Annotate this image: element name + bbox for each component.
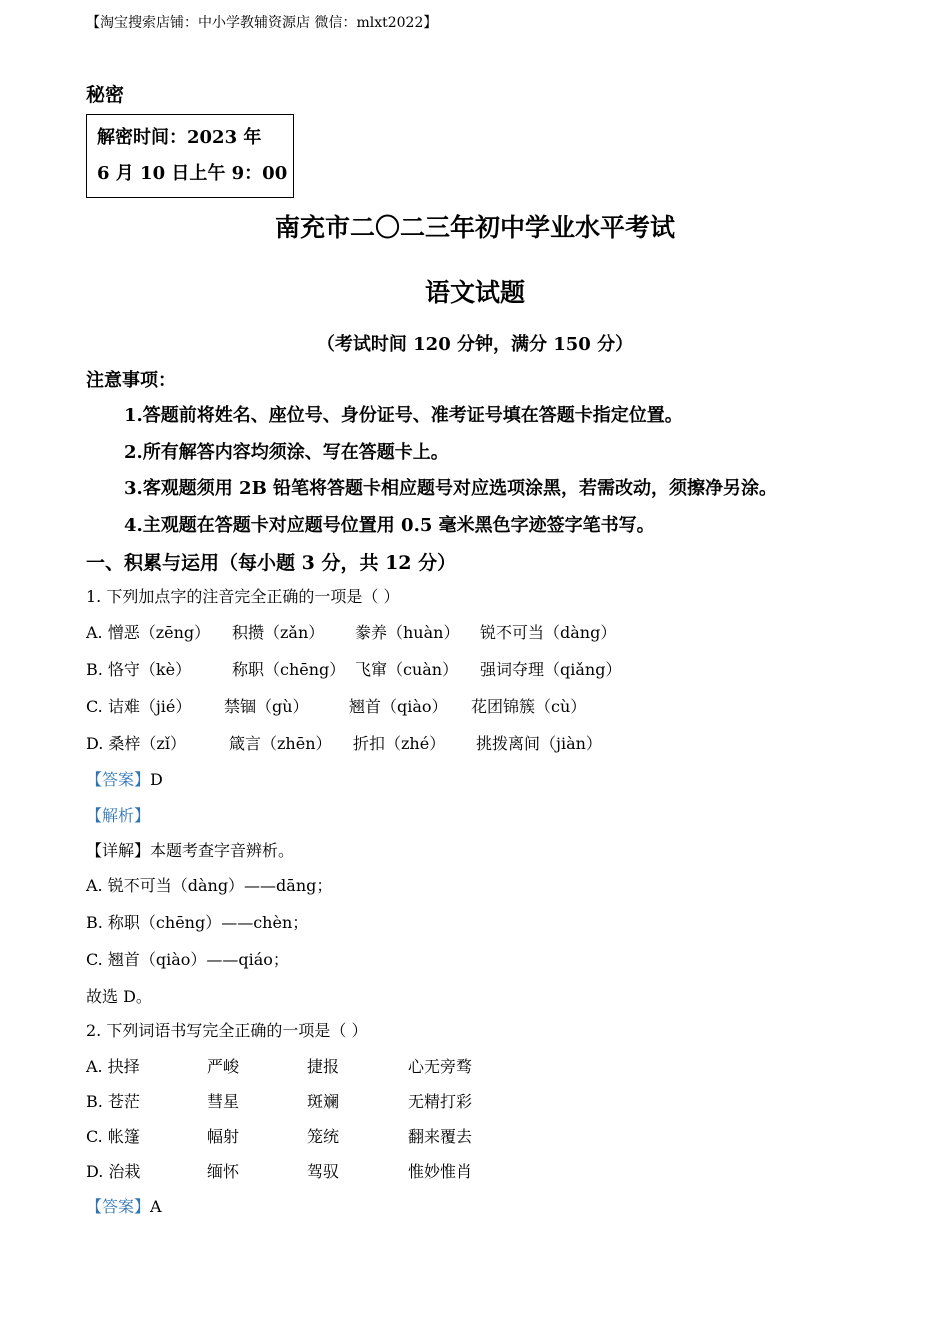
q1-answer <box>86 767 163 790</box>
q2-option-c-2: 幅射 <box>207 1127 240 1146</box>
q2-option-d-3: 驾驭 <box>307 1162 340 1181</box>
question-2-stem: 2. 下列词语书写完全正确的一项是（ ） <box>86 1021 368 1040</box>
q1-option-b-1: B. 恪守（kè） <box>86 660 192 679</box>
q2-option-d-2: 缅怀 <box>207 1162 240 1181</box>
q2-option-b-2: 彗星 <box>207 1092 240 1111</box>
subject-title: 语文试题 <box>424 278 525 307</box>
q2-option-a-1: A. 抉择 <box>86 1057 140 1076</box>
q1-option-a-3: 豢养（huàn） <box>355 623 460 642</box>
decrypt-line-2: 6 月 10 日上午 9：00 <box>97 163 288 184</box>
q1-option-a-4: 锐不可当（dàng） <box>480 623 617 642</box>
secret-label: 秘密 <box>86 84 125 106</box>
q2-option-a-3: 捷报 <box>307 1057 340 1076</box>
q1-option-c-2: 禁锢（gù） <box>224 697 309 716</box>
q2-answer <box>86 1194 162 1217</box>
q1-option-d-3: 折扣（zhé） <box>353 734 446 753</box>
answer-label: 【答案】 <box>86 770 151 789</box>
notice-item: 3.客观题须用 2B 铅笔将答题卡相应题号对应选项涂黑，若需改动，须擦净另涂。 <box>124 478 778 499</box>
header-line: 【淘宝搜索店铺：中小学教辅资源店 微信：mlxt2022】 <box>86 15 438 31</box>
q1-conclusion: 故选 D。 <box>86 987 152 1006</box>
q1-option-c-1: C. 诘难（jié） <box>86 697 192 716</box>
q1-option-b-2: 称职（chēng） <box>232 660 346 679</box>
exam-title: 南充市二〇二三年初中学业水平考试 <box>274 213 675 242</box>
decrypt-box <box>86 114 294 198</box>
q2-option-c-1: C. 帐篷 <box>86 1127 140 1146</box>
answer-label: 【答案】 <box>86 1197 151 1216</box>
q2-option-d-4: 惟妙惟肖 <box>408 1162 473 1181</box>
q1-detail: 【详解】本题考查字音辨析。 <box>86 841 295 860</box>
q2-option-a-2: 严峻 <box>207 1057 240 1076</box>
q2-option-d-1: D. 治栽 <box>86 1162 141 1181</box>
q1-analysis-label: 【解析】 <box>86 806 151 825</box>
q1-option-b-3: 飞窜（cuàn） <box>355 660 459 679</box>
notice-item: 2.所有解答内容均须涂、写在答题卡上。 <box>124 442 449 463</box>
notice-item: 4.主观题在答题卡对应题号位置用 0.5 毫米黑色字迹签字笔书写。 <box>124 515 655 536</box>
q1-option-c-4: 花团锦簇（cù） <box>471 697 587 716</box>
q1-option-b-4: 强词夺理（qiǎng） <box>480 660 622 679</box>
q2-option-b-1: B. 苍茫 <box>86 1092 140 1111</box>
q2-option-b-3: 斑斓 <box>307 1092 340 1111</box>
q1-option-d-1: D. 桑梓（zǐ） <box>86 734 186 753</box>
answer-value: D <box>150 770 163 789</box>
q1-analysis-line: C. 翘首（qiào）——qiáo； <box>86 950 289 969</box>
decrypt-line-1: 解密时间：2023 年 <box>97 127 262 148</box>
q1-analysis-line: B. 称职（chēng）——chèn； <box>86 913 309 932</box>
q1-option-d-2: 箴言（zhēn） <box>229 734 332 753</box>
notice-item: 1.答题前将姓名、座位号、身份证号、准考证号填在答题卡指定位置。 <box>124 405 683 426</box>
notice-heading: 注意事项： <box>86 370 176 391</box>
section-heading: 一、积累与运用（每小题 3 分，共 12 分） <box>86 552 457 574</box>
question-1-stem: 1. 下列加点字的注音完全正确的一项是（ ） <box>86 587 400 606</box>
q2-option-c-3: 笼统 <box>307 1127 340 1146</box>
q1-option-a-2: 积攒（zǎn） <box>232 623 325 642</box>
q2-option-a-4: 心无旁骛 <box>408 1057 473 1076</box>
q1-option-a-1: A. 憎恶（zēng） <box>86 623 211 642</box>
answer-value: A <box>150 1197 162 1216</box>
q1-analysis-line: A. 锐不可当（dàng）——dāng； <box>86 876 333 895</box>
q1-option-d-4: 挑拨离间（jiàn） <box>476 734 602 753</box>
q2-option-b-4: 无精打彩 <box>408 1092 473 1111</box>
q2-option-c-4: 翻来覆去 <box>408 1127 473 1146</box>
q1-option-c-3: 翘首（qiào） <box>349 697 448 716</box>
exam-time-info: （考试时间 120 分钟，满分 150 分） <box>316 334 634 355</box>
